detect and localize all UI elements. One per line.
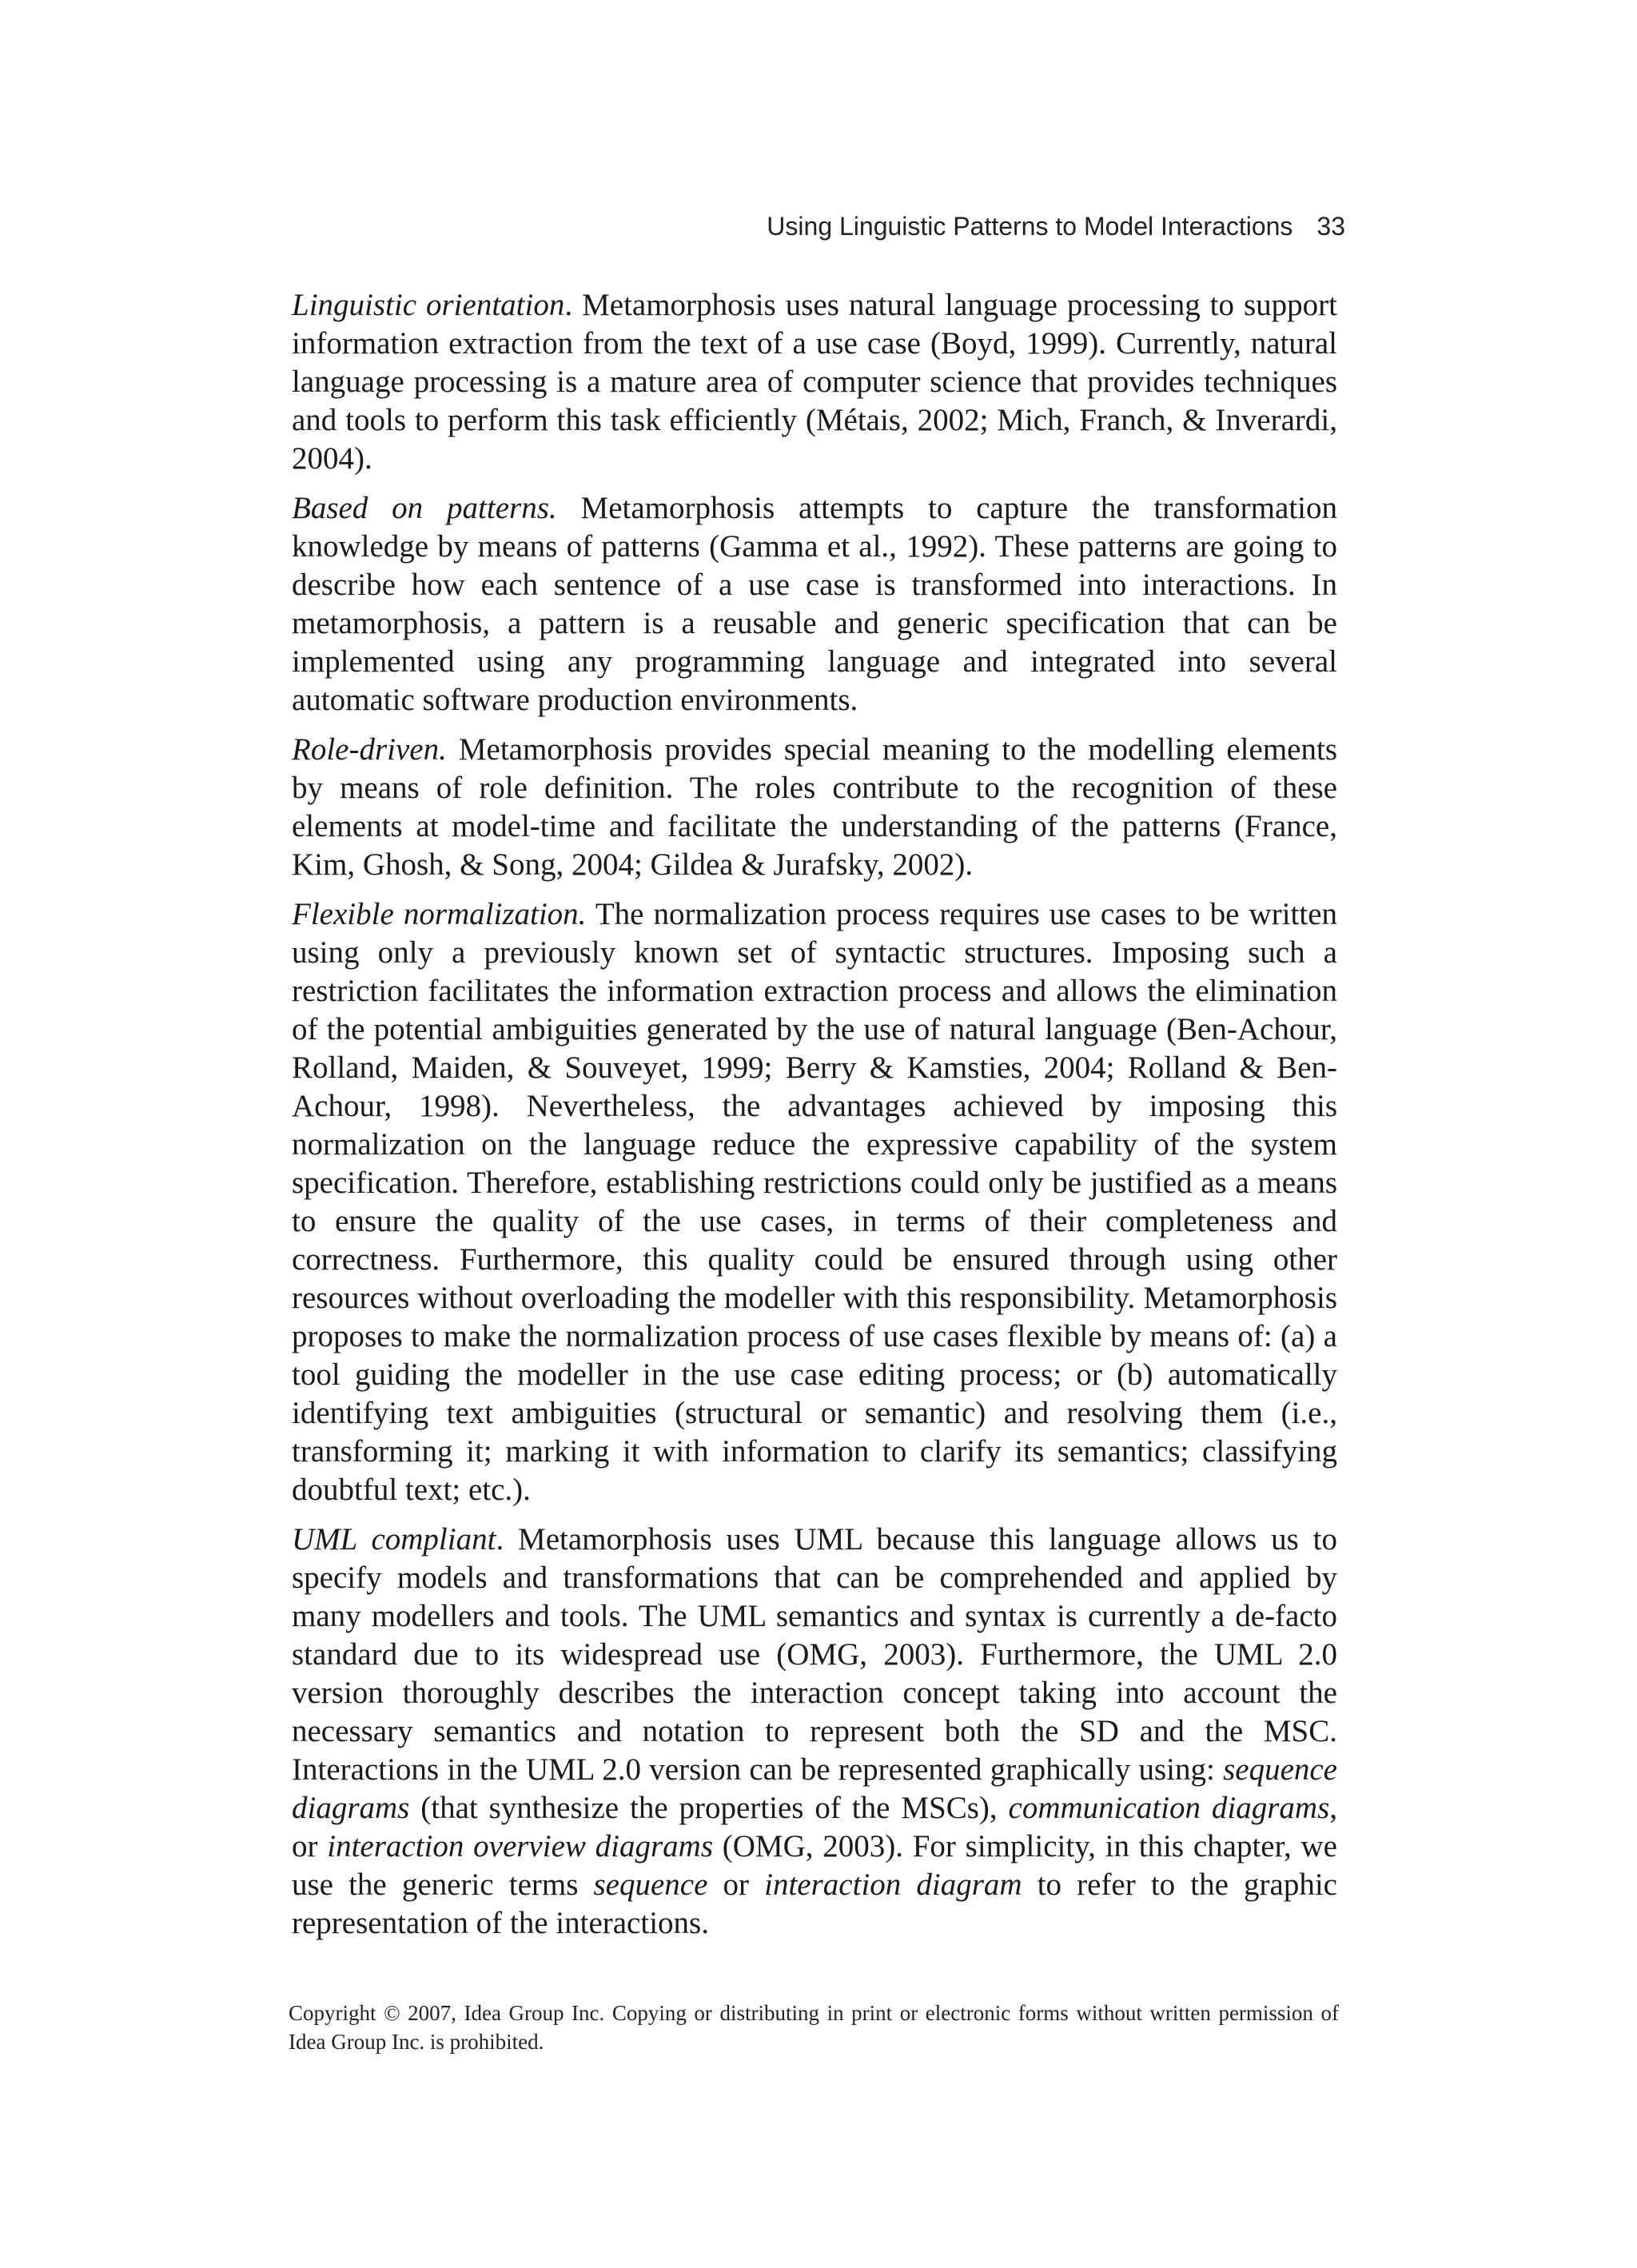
running-header (767, 209, 1345, 244)
paragraph-text: Metamorphosis provides special meaning to the modelling elements by means of role definition. The roles contribute to the recognition of these elements at model-time and facilitate the understanding of the patterns (France, Kim, Ghosh, & Song, 2004; Gildea & Jurafsky, 2002). (292, 732, 1337, 882)
paragraph-text: Metamorphosis uses natural language processing to support information extraction from the text of a use case (Boyd, 1999). Currently, natural language processing is a mature area of computer science that provides techniques and tools to perform this task efficiently (Métais, 2002; Mich, Franch, & Inverardi, 2004). (292, 288, 1337, 476)
paragraph-linguistic-orientation (292, 286, 1337, 478)
uml-text-1: . Metamorphosis uses UML because this language allows us to specify models and transformations that can be comprehended and applied by many modellers and tools. The UML semantics and syntax is currently a de-facto standard due to its widespread use (OMG, 2003). Furthermore, the UML 2.0 version thoroughly describes the interaction concept taking into account the necessary semantics and notation to represent both the SD and the MSC. Interactions in the UML 2.0 version can be represented graphically using: (292, 1522, 1337, 1787)
paragraph-text: The normalization process requires use cases to be written using only a previously known set of syntactic structures. Imposing such a restriction facilitates the information extraction process and allows the elimination of the potential ambiguities generated by the use of natural language (Ben-Achour, Rolland, Maiden, & Souveyet, 1999; Berry & Kamsties, 2004; Rolland & Ben-Achour, 1998). Nevertheless, the advantages achieved by imposing this normalization on the language reduce the expressive capability of the system specification. Therefore, establishing restrictions could only be justified as a means to ensure the quality of the use cases, in terms of their completeness and correctness. Furthermore, this quality could be ensured through using other resources without overloading the modeller with this responsibility. Metamorphosis proposes to make the normalization process of use cases flexible by means of: (a) a tool guiding the modeller in the use case editing process; or (b) automatically identifying text ambiguities (structural or semantic) and resolving them (i.e., transforming it; marking it with information to clarify its semantics; classifying doubtful text; etc.). (292, 897, 1338, 1507)
italic-sequence: sequence (593, 1867, 708, 1902)
term-uml-compliant: UML compliant (292, 1522, 496, 1557)
copyright-notice: Copyright © 2007, Idea Group Inc. Copying or distributing in print or electronic forms without written permission of Idea Group Inc. is prohibited. (289, 2001, 1339, 2054)
italic-communication-diagrams: communication diagrams (1008, 1791, 1330, 1825)
uml-text-5: or (707, 1867, 765, 1902)
paragraph-separator (557, 491, 581, 525)
running-header-title: Using Linguistic Patterns to Model Interactions (767, 212, 1293, 241)
paragraph-text: Metamorphosis attempts to capture the transformation knowledge by means of patterns (Gamma et al., 1992). These patterns are going to describe how each sentence of a use case is transformed into interactions. In metamorphosis, a pattern is a reusable and generic specification that can be implemented using any programming language and integrated into several automatic software production environments. (292, 491, 1337, 717)
paragraph-separator (447, 732, 459, 767)
uml-text-4: (OMG, 2003). For simplicity, in this chapter, we use the generic terms (292, 1829, 1337, 1902)
uml-text-2: (that synthesize the properties of the MSCs), (409, 1791, 1009, 1825)
term-linguistic-orientation: Linguistic orientation (292, 288, 565, 322)
paragraph-flexible-normalization (292, 895, 1337, 1509)
paragraph-uml-compliant (292, 1521, 1337, 1943)
italic-interaction-diagram: interaction diagram (764, 1867, 1022, 1902)
page-number: 33 (1316, 212, 1345, 241)
paragraph-separator (586, 897, 595, 931)
paragraph-based-on-patterns (292, 489, 1337, 719)
uml-text-6: to refer to the graphic representation of the interactions. (292, 1867, 1337, 1940)
term-based-on-patterns: Based on patterns. (292, 491, 557, 525)
term-flexible-normalization: Flexible normalization. (292, 897, 587, 931)
body-text (292, 286, 1337, 1954)
paragraph-separator: . (564, 288, 583, 322)
italic-interaction-overview-diagrams: interaction overview diagrams (327, 1829, 714, 1863)
uml-text-3: , or (292, 1791, 1337, 1863)
term-role-driven: Role-driven. (292, 732, 447, 767)
italic-sequence-diagrams: sequence diagrams (292, 1752, 1337, 1825)
paragraph-role-driven (292, 731, 1337, 884)
